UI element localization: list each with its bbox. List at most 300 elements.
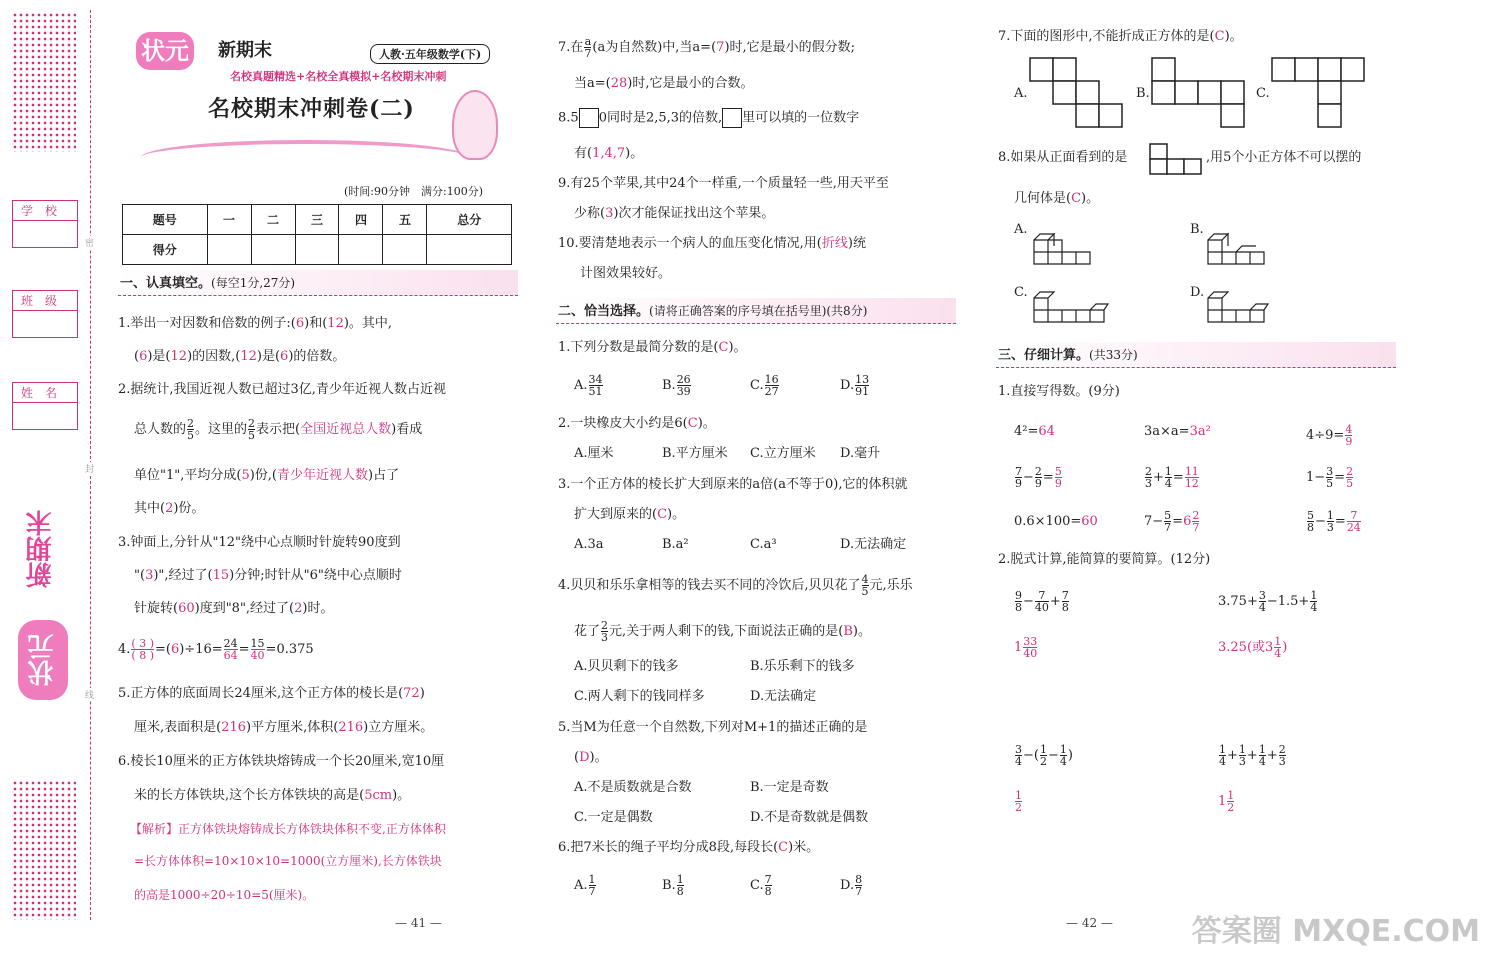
denominator: 3 [1238, 755, 1246, 768]
numerator: 3 [1258, 589, 1266, 602]
answer: 6 [295, 316, 305, 331]
numerator: 5 [1307, 509, 1314, 522]
q-text: 3.75+ [1218, 594, 1258, 609]
fraction [1015, 590, 1022, 613]
fraction [1274, 636, 1281, 659]
option[interactable] [662, 874, 685, 897]
option[interactable] [750, 374, 780, 397]
q-text: 。这里的 [195, 422, 248, 437]
seal-tag: 密 [85, 236, 94, 249]
question-line [134, 501, 204, 517]
answer: 60 [1081, 514, 1098, 529]
score-cell[interactable] [339, 235, 383, 265]
denominator: 7 [1192, 521, 1200, 534]
q-text: )米。 [788, 840, 820, 855]
calc-answer [1014, 636, 1038, 659]
q-text: 6.把7米长的绳子平均分成8段,每段长( [558, 840, 779, 855]
view-square [1150, 159, 1167, 174]
denominator: 4 [1164, 477, 1172, 490]
numerator: 1 [1059, 743, 1067, 756]
q-text: 4÷9= [1306, 428, 1345, 443]
fraction [248, 418, 255, 441]
seal-tag: 封 [85, 462, 94, 475]
net-face [1221, 81, 1244, 104]
exam-header [130, 28, 520, 168]
q-text: 5.正方体的底面周长24厘米,这个正方体的棱长是( [118, 686, 404, 701]
fraction [855, 374, 869, 397]
numerator: 1 [1274, 635, 1282, 648]
denominator: 7 [1164, 521, 1172, 534]
score-table [122, 204, 512, 265]
numerator: 9 [1015, 589, 1022, 602]
denominator: 51 [588, 385, 603, 398]
class-label: 班级 [13, 291, 77, 311]
denominator: 8 [764, 885, 772, 898]
side-brand-logo: 状元 [18, 620, 68, 700]
table-header: 总分 [427, 205, 512, 235]
option-label[interactable]: C. [1256, 86, 1270, 101]
net-face [1053, 81, 1076, 104]
denominator: 4 [1258, 601, 1266, 614]
calc-item [1144, 424, 1211, 440]
section-title: 一、认真填空。 [120, 276, 212, 291]
question-line [998, 150, 1127, 166]
numerator: 1 [1326, 509, 1334, 522]
numerator: 4 [861, 573, 869, 586]
answer: 全国近视总人数 [300, 422, 392, 437]
q-text: 1.举出一对因数和倍数的例子:( [118, 316, 296, 331]
answer: C [1214, 29, 1225, 44]
q-text: )立方厘米。 [363, 720, 434, 735]
operator: + [1153, 470, 1164, 485]
school-label: 学校 [13, 201, 77, 221]
fraction [1164, 510, 1171, 533]
option-label[interactable]: A. [1014, 86, 1028, 101]
score-cell[interactable] [251, 235, 295, 265]
net-face [1272, 58, 1295, 81]
option-label[interactable]: B. [1190, 222, 1204, 237]
calc-item [1014, 424, 1055, 440]
name-label: 姓名 [13, 383, 77, 403]
answer: 2 [165, 501, 174, 516]
fraction [1327, 510, 1334, 533]
q-text: "( [134, 568, 146, 583]
q-text: )的倍数。 [288, 349, 346, 364]
option[interactable]: B.乐乐剩下的钱多 [750, 659, 855, 674]
slogan: 名校真题精选+名校全真模拟+名校期末冲刺 [230, 70, 447, 83]
denominator: 3 [601, 631, 609, 644]
q-text: )时,它是最小的合数。 [627, 76, 754, 91]
numerator: 2 [1145, 465, 1152, 478]
solid-a [1034, 226, 1094, 268]
explanation-line: =长方体体积=10×10×10=1000(立方厘米),长方体铁块 [134, 854, 442, 868]
answer: C [1071, 191, 1082, 206]
denominator: 91 [855, 385, 870, 398]
q-text: ) [419, 686, 425, 701]
q-text: )。 [1224, 29, 1243, 44]
question-line: 2.脱式计算,能简算的要简算。(12分) [998, 552, 1211, 567]
q-text: 2.一块橡皮大小约是6( [558, 416, 688, 431]
numerator: 1 [1039, 743, 1047, 756]
view-square [1167, 159, 1184, 174]
net-face [1295, 58, 1318, 81]
option[interactable] [574, 374, 604, 397]
answer: 5cm [364, 788, 393, 803]
fraction [1227, 790, 1234, 813]
fraction [601, 620, 608, 643]
q-text: 7.下面的图形中,不能折成正方体的是( [998, 29, 1215, 44]
question-line [134, 788, 410, 804]
option[interactable]: C.立方厘米 [750, 446, 816, 461]
q-text: 扩大到原来的( [574, 507, 658, 522]
q-text: 少称( [574, 206, 606, 221]
score-cell[interactable] [207, 235, 251, 265]
option[interactable]: B.一定是奇数 [750, 780, 829, 795]
answer: C [687, 416, 698, 431]
answer: 12 [327, 316, 344, 331]
decor-swoosh [140, 140, 470, 158]
question-line: 5.当M为任意一个自然数,下列对M+1的描述正确的是 [558, 720, 868, 735]
question-line [998, 29, 1243, 45]
calc-expression: $\frac{1}{4}$ + $\frac{1}{3}$ + $\frac{1}{4}$ + $\frac{2}{3}$ [1219, 743, 1286, 768]
fraction [1259, 590, 1266, 613]
numerator: 2 [187, 417, 195, 430]
numerator: 5 [1054, 465, 1062, 478]
answer: ) [1282, 640, 1288, 655]
fraction [1062, 590, 1069, 613]
dot-pattern [12, 12, 76, 152]
answer: 3 [145, 568, 154, 583]
option-label: D. [840, 878, 855, 893]
option[interactable]: C.一定是偶数 [574, 810, 653, 825]
fraction [1307, 510, 1314, 533]
denominator: 3 [1145, 477, 1152, 490]
explanation-line: 【解析】正方体铁块熔铸成长方体铁块体积不变,正方体体积 [130, 822, 446, 836]
answer: 12 [170, 349, 188, 364]
net-face [1175, 81, 1198, 104]
option[interactable]: A.不是质数就是合数 [574, 780, 692, 795]
page-number: — 42 — [1066, 916, 1113, 930]
answer: 3a² [1189, 424, 1211, 439]
denominator: 2 [1227, 801, 1235, 814]
fraction [677, 874, 684, 897]
q-text: )。 [667, 507, 686, 522]
numerator: ( 3 ) [131, 637, 154, 650]
numerator: 2 [1192, 509, 1200, 522]
q-text: )是( [256, 349, 281, 364]
fraction [1060, 744, 1067, 767]
answer: C [778, 840, 789, 855]
q-text: 1− [1306, 470, 1326, 485]
numerator: 7 [764, 873, 772, 886]
solid-b [1208, 226, 1268, 268]
numerator: 24 [223, 637, 238, 650]
question-line [558, 840, 819, 856]
q-text: )统 [847, 236, 866, 251]
question-line [118, 638, 314, 661]
q-text: 4.贝贝和乐乐拿相等的钱去买不同的冷饮后,贝贝花了 [558, 578, 861, 593]
q-text: )。其中, [343, 316, 393, 331]
option-label[interactable]: A. [1014, 222, 1028, 237]
denominator: 3 [1278, 755, 1286, 768]
net-face [1076, 104, 1099, 127]
question-line [574, 750, 608, 766]
school-box[interactable] [12, 200, 78, 248]
q-text: 花了 [574, 624, 601, 639]
fraction [1279, 744, 1286, 767]
net-face [1341, 58, 1364, 81]
option[interactable]: D.无法确定 [840, 537, 907, 552]
denominator: 5 [1326, 477, 1334, 490]
denominator: 4 [1015, 755, 1022, 768]
denominator: 64 [223, 649, 238, 662]
dot-pattern [12, 780, 76, 920]
q-text: 针旋转( [134, 601, 179, 616]
question-line [134, 468, 399, 484]
net-face [1318, 58, 1341, 81]
fraction [131, 638, 154, 661]
page-number: — 41 — [395, 916, 442, 930]
option[interactable]: B.平方厘米 [662, 446, 728, 461]
denominator: 4 [1310, 601, 1318, 614]
q-text: )看成 [391, 422, 423, 437]
blank-box[interactable] [579, 108, 599, 128]
q-text: 8.如果从正面看到的是 [998, 150, 1128, 165]
q-text: ( [574, 750, 580, 765]
answer: 1 [1014, 640, 1023, 655]
denominator: 40 [1034, 601, 1049, 614]
q-text: 元,关于两人剩下的钱,下面说法正确的是( [609, 624, 844, 639]
fraction [1015, 790, 1022, 813]
numerator: 1 [1310, 589, 1318, 602]
grade-badge: 人教·五年级数学(下) [370, 44, 490, 64]
numerator: 2 [1034, 465, 1042, 478]
numerator: 1 [1164, 465, 1172, 478]
class-box[interactable] [12, 290, 78, 338]
fraction [1310, 590, 1317, 613]
q-text: )分钟;时针从"6"绕中心点顺时 [229, 568, 402, 583]
answer: 15 [212, 568, 230, 583]
q-text: ) [1067, 748, 1073, 763]
option-label[interactable]: C. [1014, 285, 1028, 300]
question-line: 计图效果较好。 [580, 266, 672, 281]
watermark: 答案圈 MXQE.COM [1191, 914, 1480, 949]
answer: 6 [139, 349, 148, 364]
option-label: A. [574, 378, 588, 393]
q-text: 4²= [1014, 424, 1039, 439]
q-text: )。 [1081, 191, 1100, 206]
q-text: )平方厘米,体积( [246, 720, 339, 735]
answer: D [579, 750, 590, 765]
solid-d [1208, 290, 1278, 330]
cube-net-a [1030, 58, 1130, 128]
time-info: (时间:90分钟 满分:100分) [344, 185, 483, 198]
numerator: 2 [601, 619, 609, 632]
q-text: 米的长方体铁块,这个长方体铁块的高是( [134, 788, 365, 803]
fraction [584, 36, 591, 59]
q-text: )次才能保证找出这个苹果。 [613, 206, 775, 221]
fraction [224, 638, 238, 661]
numerator: 11 [1184, 465, 1199, 478]
denominator: ( 8 ) [131, 649, 154, 662]
option[interactable]: D.毫升 [840, 446, 881, 461]
q-text: 4. [118, 642, 131, 657]
q-text: 其中( [134, 501, 166, 516]
q-text: 表示把( [256, 422, 301, 437]
q-text: 单位"1",平均分成( [134, 468, 242, 483]
option[interactable]: B.a² [662, 537, 689, 552]
q-text: )时。 [302, 601, 334, 616]
fraction [1015, 744, 1022, 767]
question-line [118, 316, 392, 332]
numerator: 2 [248, 417, 256, 430]
numerator: 15 [250, 637, 265, 650]
score-cell[interactable] [295, 235, 339, 265]
q-text: )。 [589, 750, 608, 765]
denominator: 5 [187, 429, 195, 442]
fraction [1035, 466, 1042, 489]
answer: 6 [1183, 514, 1192, 529]
option[interactable] [574, 874, 597, 897]
q-text: )份,( [249, 468, 277, 483]
question-line [558, 340, 747, 356]
calc-item: $\frac{5}{8}$ − $\frac{1}{3}$ = $\frac{7}{24}$ [1307, 509, 1361, 534]
section-note: (每空1分,27分) [211, 276, 296, 290]
q-text: (a为自然数)中,当a=( [592, 40, 717, 55]
calc-item: 1− $\frac{3}{5}$ = $\frac{2}{5}$ [1306, 465, 1354, 490]
option[interactable]: D.无法确定 [750, 689, 817, 704]
question-line [574, 76, 753, 92]
fraction [1145, 466, 1152, 489]
fraction [1326, 466, 1333, 489]
answer: 64 [1038, 424, 1055, 439]
answer: 12 [240, 349, 257, 364]
section-note: (请将正确答案的序号填在括号里)(共8分) [649, 304, 868, 318]
question-line [558, 108, 859, 128]
q-text: 厘米,表面积是( [134, 720, 222, 735]
q-text: 3a×a= [1144, 424, 1190, 439]
denominator: 9 [1034, 477, 1042, 490]
denominator: 7 [584, 47, 592, 60]
fraction [862, 574, 869, 597]
calc-expression: $\frac{9}{8}$ − $\frac{7}{40}$ + $\frac{7}{8}$ [1015, 589, 1069, 614]
question-line: 3.一个正方体的棱长扩大到原来的a倍(a不等于0),它的体积就 [558, 477, 908, 492]
question-line [558, 36, 855, 59]
seal-tag: 线 [85, 688, 94, 701]
question-line [558, 416, 716, 432]
q-text: −1.5+ [1266, 594, 1310, 609]
question-line: 9.有25个苹果,其中24个一样重,一个质量轻一些,用天平至 [558, 176, 889, 191]
numerator: 34 [588, 373, 603, 386]
table-header: 三 [295, 205, 339, 235]
option-label: A. [574, 878, 588, 893]
question-line: 2.据统计,我国近视人数已超过3亿,青少年近视人数占近视 [118, 382, 446, 397]
fraction [1015, 466, 1022, 489]
answer: 6 [170, 642, 180, 657]
option[interactable]: A.3a [574, 537, 604, 552]
fraction [1035, 590, 1049, 613]
option[interactable] [840, 374, 870, 397]
table-row [123, 205, 512, 235]
answer: C [657, 507, 668, 522]
q-text: 元,乐乐 [869, 578, 913, 593]
option-label[interactable]: B. [1136, 86, 1150, 101]
answer: 青少年近视人数 [277, 468, 369, 483]
option[interactable]: C.两人剩下的钱同样多 [574, 689, 705, 704]
q-text: 有( [574, 146, 593, 161]
q-text: 1.下列分数是最简分数的是( [558, 340, 719, 355]
denominator: 2 [1039, 755, 1047, 768]
option[interactable]: A.贝贝剩下的钱多 [574, 659, 679, 674]
numerator: 8 [855, 873, 863, 886]
denominator: 9 [1054, 477, 1062, 490]
fraction [855, 874, 862, 897]
name-box[interactable] [12, 382, 78, 430]
net-face [1030, 58, 1053, 81]
question-line [134, 568, 402, 584]
option[interactable] [662, 374, 692, 397]
option-label[interactable]: D. [1190, 285, 1205, 300]
section-title: 二、恰当选择。 [558, 304, 650, 319]
q-text: )。 [392, 788, 411, 803]
fraction [1219, 744, 1226, 767]
blank-box[interactable] [722, 108, 742, 128]
score-cell[interactable] [383, 235, 427, 265]
option[interactable] [750, 874, 773, 897]
option[interactable] [840, 874, 863, 897]
net-face [1221, 104, 1244, 127]
question-line [1014, 191, 1099, 207]
q-text: )时,它是最小的假分数; [724, 40, 856, 55]
option-label: D. [840, 378, 855, 393]
cube-net-b [1152, 58, 1252, 128]
option[interactable]: A.厘米 [574, 446, 614, 461]
numerator: 7 [1061, 589, 1069, 602]
denominator: 2 [1015, 801, 1022, 814]
fraction [1259, 744, 1266, 767]
question-line [134, 720, 433, 736]
denominator: 7 [855, 885, 863, 898]
option-label: B. [662, 878, 676, 893]
q-text: )是( [147, 349, 171, 364]
table-header: 一 [207, 205, 251, 235]
question-line [558, 574, 913, 597]
q-text: 0同时是2,5,3的倍数, [598, 110, 723, 126]
numerator: 1 [1258, 743, 1266, 756]
numerator: 7 [1350, 509, 1358, 522]
denominator: 40 [250, 649, 265, 662]
answer: 28 [610, 76, 628, 91]
table-header: 四 [339, 205, 383, 235]
q-text: )占了 [368, 468, 400, 483]
option[interactable]: C.a³ [750, 537, 777, 552]
numerator: 2 [1346, 465, 1354, 478]
option[interactable]: D.不是奇数就是偶数 [750, 810, 869, 825]
denominator: 9 [1015, 477, 1022, 490]
score-cell[interactable] [427, 235, 512, 265]
explanation-line: 的高是1000÷20÷10=5(厘米)。 [134, 888, 315, 902]
numerator: 16 [764, 373, 779, 386]
fraction [589, 374, 603, 397]
fraction [1023, 636, 1037, 659]
net-face [1198, 81, 1221, 104]
q-text: 8.5 [558, 110, 579, 126]
denominator: 4 [1059, 755, 1067, 768]
fraction [765, 874, 772, 897]
fraction [187, 418, 194, 441]
binding-sidebar [0, 0, 100, 956]
net-face [1152, 81, 1175, 104]
